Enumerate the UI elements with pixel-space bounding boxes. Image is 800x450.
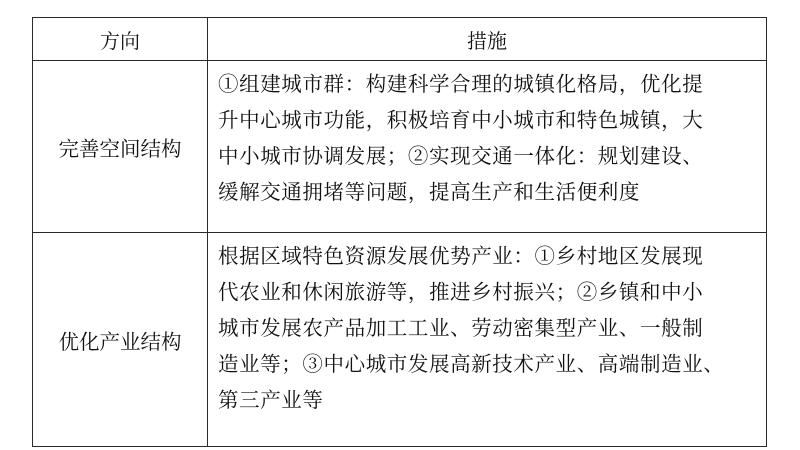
- table-header-row: [33, 18, 767, 61]
- measures-cell: [208, 61, 767, 233]
- measure-line: 代农业和休闲旅游等，推进乡村振兴；②乡镇和中小: [218, 280, 704, 304]
- measures-table: [32, 17, 767, 447]
- measure-line: 升中心城市功能，积极培育中小城市和特色城镇，大: [218, 108, 704, 132]
- measure-line: 根据区域特色资源发展优势产业：①乡村地区发展现: [218, 244, 704, 268]
- table-row: [33, 61, 767, 233]
- measures-cell: [208, 233, 767, 447]
- measure-line: 造业等；③中心城市发展高新技术产业、高端制造业、: [218, 352, 725, 376]
- measure-line: 第三产业等: [218, 388, 324, 412]
- direction-cell: 完善空间结构: [33, 61, 208, 233]
- measure-line: 城市发展农产品加工工业、劳动密集型产业、一般制: [218, 316, 704, 340]
- measure-line: 缓解交通拥堵等问题，提高生产和生活便利度: [218, 180, 640, 204]
- header-measures: 措施: [208, 18, 767, 61]
- direction-cell: 优化产业结构: [33, 233, 208, 447]
- measure-line: ①组建城市群：构建科学合理的城镇化格局，优化提: [218, 72, 704, 96]
- measure-line: 中小城市协调发展；②实现交通一体化：规划建设、: [218, 144, 704, 168]
- header-direction: 方向: [33, 18, 208, 61]
- table-row: [33, 233, 767, 447]
